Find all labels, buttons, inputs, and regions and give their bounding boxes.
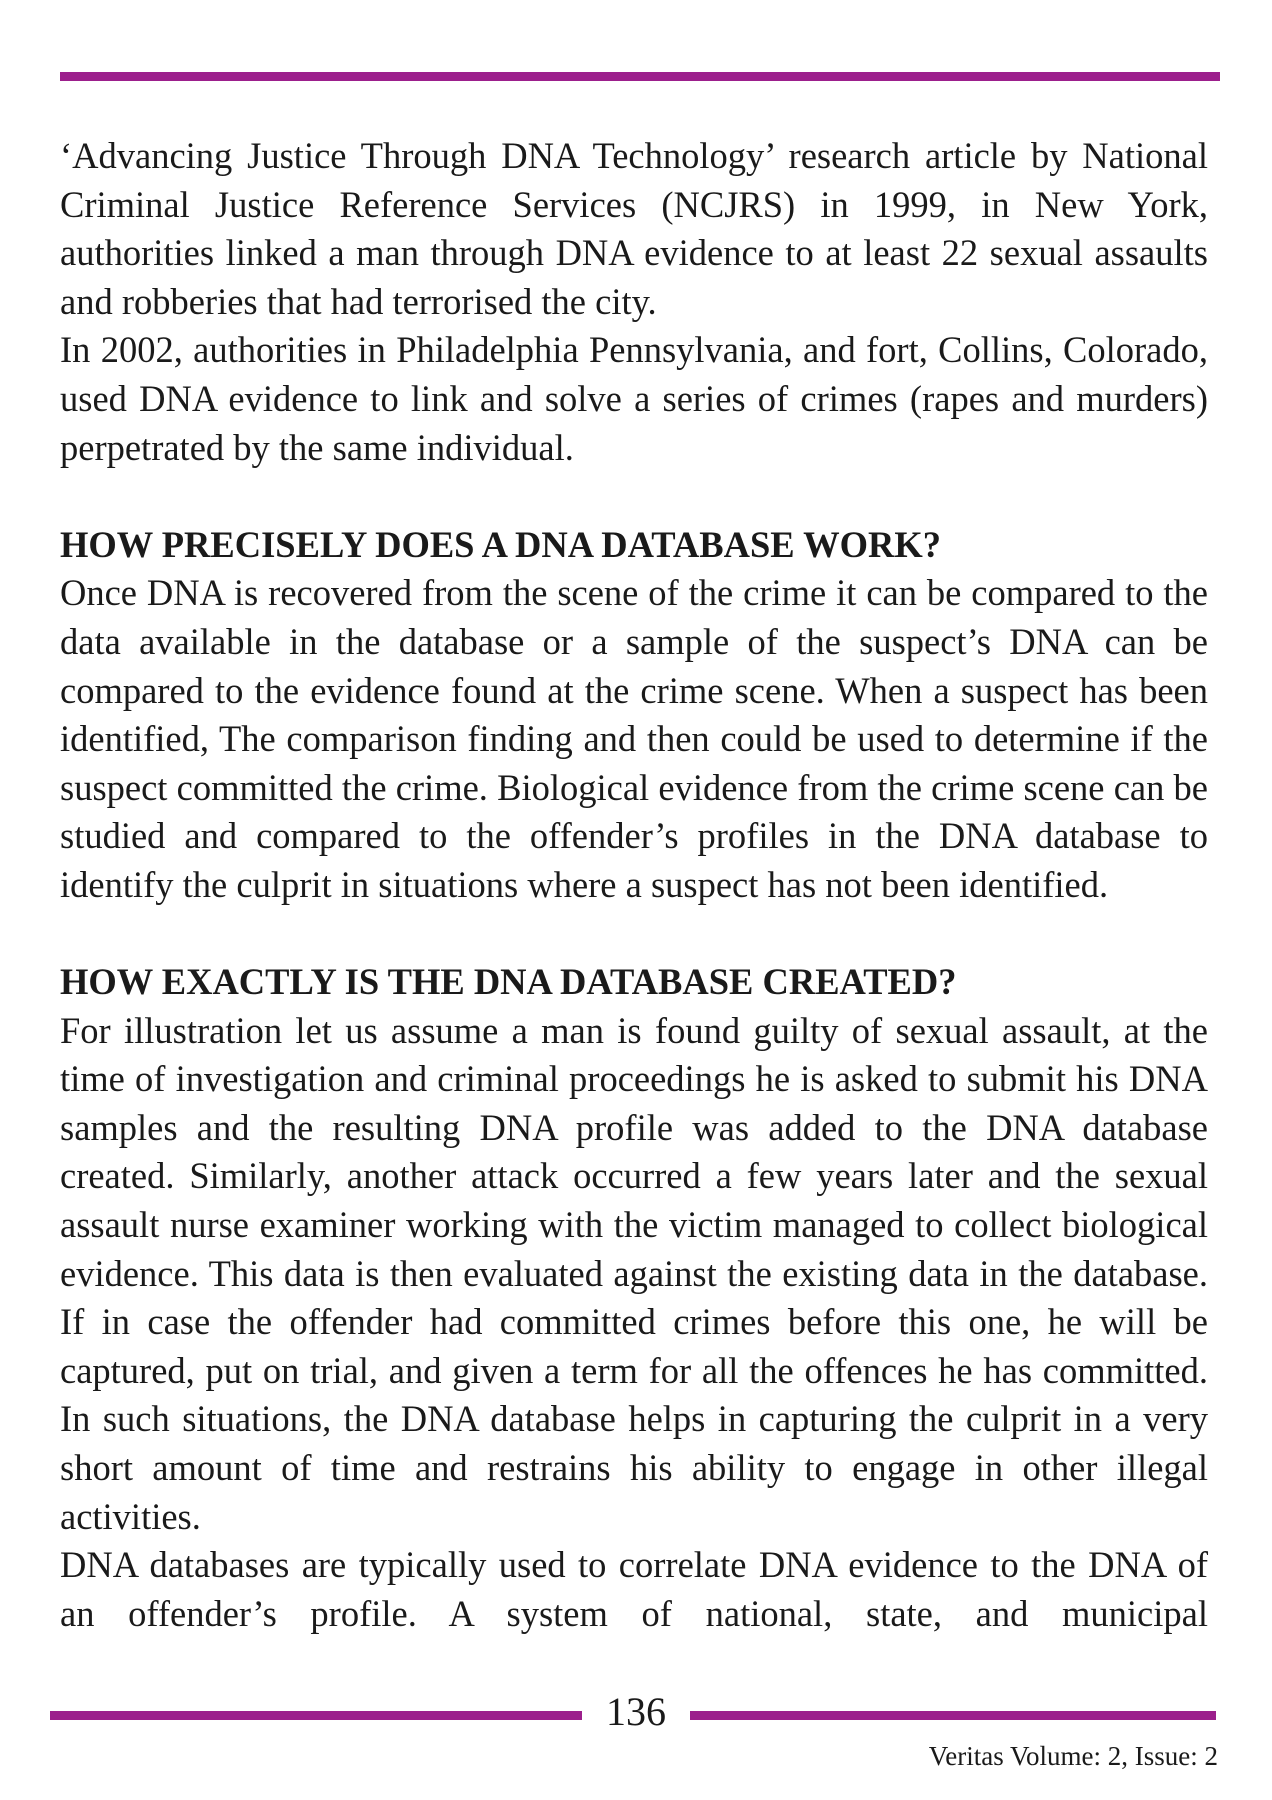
section-spacer: [60, 472, 1208, 521]
section-paragraph-database-created-2: DNA databases are typically used to correlate DNA evidence to the DNA of an offender’s profile. A system of national, state, and municipal: [60, 1544, 1208, 1634]
section-heading-database-created: HOW EXACTLY IS THE DNA DATABASE CREATED?: [60, 961, 957, 1003]
section-spacer: [60, 910, 1208, 959]
article-body: [60, 132, 1208, 1638]
section-heading-database-work: HOW PRECISELY DOES A DNA DATABASE WORK?: [60, 523, 941, 565]
journal-issue-info: Veritas Volume: 2, Issue: 2: [928, 1741, 1218, 1771]
top-divider: [60, 72, 1220, 81]
footer-divider-left: [50, 1711, 582, 1720]
section-paragraph-database-created-1: For illustration let us assume a man is found guilty of sexual assault, at the time of investigation and criminal proceedings he is asked to submit his DNA samples and the resulting DNA profile was added to the DNA database created. Similarly, another attack occurred a few years later and the sexual assault nurse examiner working with the victim managed to collect biological evidence. This data is then evaluated against the existing data in the database. If in case the offender had committed crimes before this one, he will be captured, put on trial, and given a term for all the offences he has committed. In such situations, the DNA database helps in capturing the culprit in a very short amount of time and restrains his ability to engage in other illegal activities.: [60, 1009, 1208, 1537]
intro-paragraph-2: In 2002, authorities in Philadelphia Pennsylvania, and fort, Collins, Colorado, used DNA evidence to link and solve a series of crimes (rapes and murders) perpetrated by the same individual.: [60, 329, 1208, 468]
section-paragraph-database-work: Once DNA is recovered from the scene of the crime it can be compared to the data available in the database or a sample of the suspect’s DNA can be compared to the evidence found at the crime scene. When a suspect has been identified, The comparison finding and then could be used to determine if the suspect committed the crime. Biological evidence from the crime scene can be studied and compared to the offender’s profiles in the DNA database to identify the culprit in situations where a suspect has not been identified.: [60, 572, 1208, 905]
page-number: 136: [606, 1689, 666, 1734]
intro-paragraph-1: ‘Advancing Justice Through DNA Technology’ research article by National Criminal Justice Reference Services (NCJRS) in 1999, in New York, authorities linked a man through DNA evidence to at least 22 sexual assaults and robberies that had terrorised the city.: [60, 135, 1208, 322]
footer-divider-right: [690, 1711, 1216, 1720]
